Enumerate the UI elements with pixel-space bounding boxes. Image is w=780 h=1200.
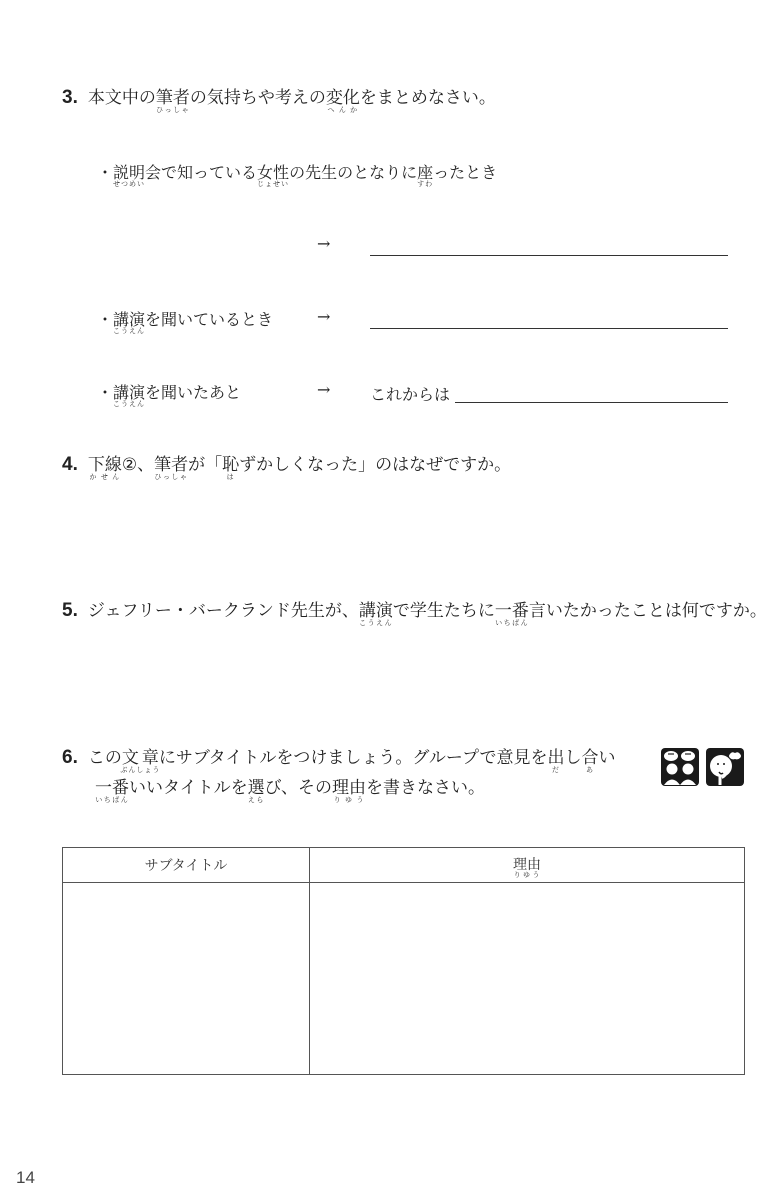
group-discussion-icon — [661, 748, 699, 786]
arrow: → — [317, 234, 331, 253]
ruby-word: 理由りゆう — [513, 856, 541, 879]
question-5-prompt: 5. ジェフリー・バークランド先生が、講演こうえんで学生たちに一番いちばん言いたかったことは何ですか。 — [62, 600, 767, 627]
ruby-word: 講演こうえん — [358, 601, 393, 627]
page-number: 14 — [16, 1168, 35, 1187]
question-3-prompt: 3. 本文中の筆者ひっしゃの気持ちや考えの変化へんかをまとめなさい。 — [62, 87, 496, 114]
reason-answer-cell[interactable] — [310, 883, 745, 1075]
answer-line-2[interactable] — [370, 328, 728, 329]
question-number: 4. — [62, 454, 78, 475]
arrow: → — [317, 307, 331, 326]
question-number: 6. — [62, 747, 78, 768]
answer-prefix: これからは — [370, 385, 451, 404]
thinking-person-icon — [706, 748, 744, 786]
q3-bullet-2: ・講演こうえんを聞いているとき — [97, 310, 274, 335]
ruby-word: 講演こうえん — [113, 383, 146, 408]
answer-line-3[interactable] — [455, 402, 728, 403]
ruby-word: 合あ — [581, 748, 599, 774]
table-header-subtitle: サブタイトル — [63, 848, 310, 883]
ruby-word: 文章ぶんしょう — [120, 748, 161, 774]
ruby-word: 筆者ひっしゃ — [155, 88, 190, 114]
subtitle-answer-cell[interactable] — [63, 883, 310, 1075]
question-number: 3. — [62, 87, 78, 108]
ruby-word: 筆者ひっしゃ — [154, 455, 189, 481]
question-number: 5. — [62, 600, 78, 621]
ruby-word: 出だ — [547, 748, 565, 774]
subtitle-reason-table — [62, 847, 745, 1075]
question-4-prompt: 4. 下線かせん②、筆者ひっしゃが「恥はずかしくなった」のはなぜですか。 — [62, 454, 512, 481]
ruby-word: 座すわ — [417, 163, 434, 188]
q3-bullet-1: ・説明せつめい会で知っている女性じょせいの先生のとなりに座すわったとき — [97, 163, 498, 188]
ruby-word: 講演こうえん — [113, 310, 146, 335]
question-6-prompt-line-2: 一番いちばんいいタイトルを選えらび、その理由りゆうを書きなさい。 — [95, 778, 485, 804]
ruby-word: 選えら — [247, 778, 265, 804]
ruby-word: 理由りゆう — [332, 778, 366, 804]
answer-line-1[interactable] — [370, 255, 728, 256]
ruby-word: 恥は — [222, 455, 240, 481]
question-6-prompt-line-1: 6. この文章ぶんしょうにサブタイトルをつけましょう。グループで意見を出だし合あい — [62, 747, 616, 774]
ruby-word: 女性じょせい — [257, 163, 290, 188]
ruby-word: 一番いちばん — [494, 601, 529, 627]
ruby-word: 変化へんか — [325, 88, 360, 114]
ruby-word: 説明せつめい — [113, 163, 146, 188]
ruby-word: 下線かせん — [87, 455, 122, 481]
arrow: → — [317, 380, 331, 399]
q3-bullet-3: ・講演こうえんを聞いたあと — [97, 383, 242, 408]
ruby-word: 一番いちばん — [95, 778, 129, 804]
table-header-reason — [310, 848, 745, 883]
